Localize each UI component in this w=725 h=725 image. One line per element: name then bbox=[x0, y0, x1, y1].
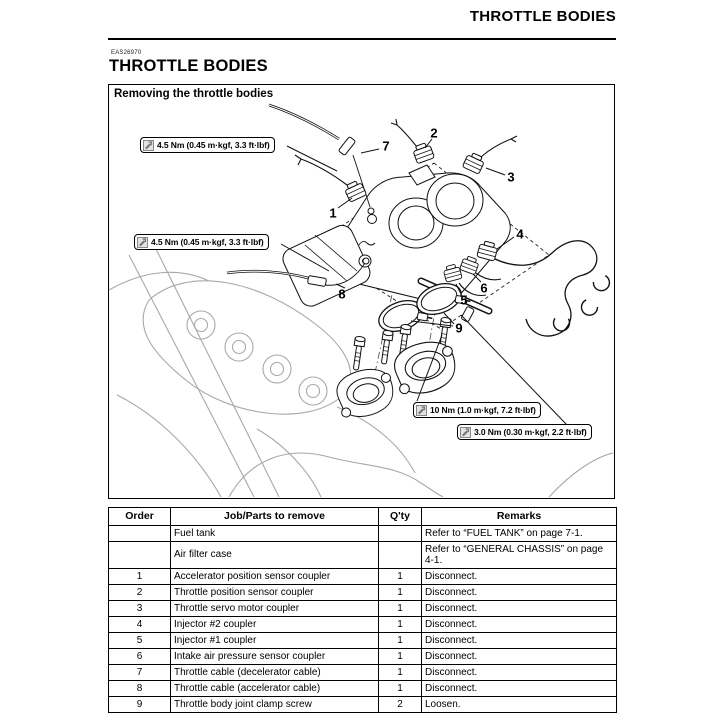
cell-qty: 1 bbox=[379, 569, 422, 585]
table-row bbox=[109, 665, 617, 681]
cell-qty: 1 bbox=[379, 585, 422, 601]
callout-4: 4 bbox=[516, 226, 524, 242]
table-row bbox=[109, 617, 617, 633]
header-rule bbox=[108, 38, 616, 40]
cell-job: Accelerator position sensor coupler bbox=[171, 569, 379, 585]
cell-job: Throttle cable (decelerator cable) bbox=[171, 665, 379, 681]
cell-job: Injector #1 coupler bbox=[171, 633, 379, 649]
wrench-icon bbox=[143, 140, 154, 151]
page-header-title: THROTTLE BODIES bbox=[469, 8, 616, 25]
callout-3: 3 bbox=[507, 169, 515, 185]
torque-value: 10 Nm (1.0 m·kgf, 7.2 ft·lbf) bbox=[430, 405, 536, 415]
table-row bbox=[109, 526, 617, 542]
cell-remarks: Disconnect. bbox=[422, 601, 617, 617]
torque-value: 3.0 Nm (0.30 m·kgf, 2.2 ft·lbf) bbox=[474, 427, 587, 437]
cell-qty: 1 bbox=[379, 617, 422, 633]
intake-joint-1 bbox=[333, 364, 398, 422]
cell-job: Injector #2 coupler bbox=[171, 617, 379, 633]
torque-label-clamp-screw bbox=[457, 424, 592, 440]
cell-job: Fuel tank bbox=[171, 526, 379, 542]
wire-harness bbox=[495, 241, 611, 336]
cell-qty: 1 bbox=[379, 633, 422, 649]
cell-job: Throttle position sensor coupler bbox=[171, 585, 379, 601]
cell-order: 1 bbox=[109, 569, 171, 585]
cell-job: Throttle cable (accelerator cable) bbox=[171, 681, 379, 697]
wrench-icon bbox=[416, 405, 427, 416]
callout-8: 8 bbox=[338, 286, 346, 302]
coupler-3 bbox=[462, 151, 485, 174]
cell-remarks: Disconnect. bbox=[422, 617, 617, 633]
cell-job: Air filter case bbox=[171, 542, 379, 569]
cell-order: 8 bbox=[109, 681, 171, 697]
cell-job: Intake air pressure sensor coupler bbox=[171, 649, 379, 665]
cell-job: Throttle servo motor coupler bbox=[171, 601, 379, 617]
cell-order: 5 bbox=[109, 633, 171, 649]
wrench-icon bbox=[137, 237, 148, 248]
table-row bbox=[109, 542, 617, 569]
table-row bbox=[109, 649, 617, 665]
table-row bbox=[109, 601, 617, 617]
table-row bbox=[109, 633, 617, 649]
cell-remarks: Disconnect. bbox=[422, 681, 617, 697]
figure-box bbox=[108, 84, 615, 499]
cell-qty bbox=[379, 542, 422, 569]
coupler-1 bbox=[343, 179, 366, 202]
table-header-row bbox=[109, 508, 617, 526]
table-row bbox=[109, 585, 617, 601]
cell-remarks: Refer to “FUEL TANK” on page 7-1. bbox=[422, 526, 617, 542]
header-qty: Q'ty bbox=[379, 508, 422, 526]
cell-remarks: Disconnect. bbox=[422, 585, 617, 601]
cell-remarks: Loosen. bbox=[422, 697, 617, 713]
cell-order bbox=[109, 542, 171, 569]
figure-title: Removing the throttle bodies bbox=[114, 88, 274, 100]
throttle-body bbox=[279, 165, 510, 322]
cell-qty: 1 bbox=[379, 649, 422, 665]
callout-6: 6 bbox=[480, 280, 488, 296]
cell-qty: 2 bbox=[379, 697, 422, 713]
cell-remarks: Refer to “GENERAL CHASSIS” on page 4-1. bbox=[422, 542, 617, 569]
cell-job: Throttle body joint clamp screw bbox=[171, 697, 379, 713]
table-row bbox=[109, 569, 617, 585]
bolt bbox=[379, 330, 394, 365]
cell-order bbox=[109, 526, 171, 542]
torque-label-joint-bolt bbox=[413, 402, 541, 418]
header-order: Order bbox=[109, 508, 171, 526]
cell-remarks: Disconnect. bbox=[422, 569, 617, 585]
cell-order: 4 bbox=[109, 617, 171, 633]
cell-order: 7 bbox=[109, 665, 171, 681]
callout-7: 7 bbox=[382, 138, 390, 154]
table-row bbox=[109, 697, 617, 713]
header-remarks: Remarks bbox=[422, 508, 617, 526]
torque-value: 4.5 Nm (0.45 m·kgf, 3.3 ft·lbf) bbox=[157, 140, 270, 150]
cell-order: 2 bbox=[109, 585, 171, 601]
cell-order: 9 bbox=[109, 697, 171, 713]
callout-2: 2 bbox=[430, 125, 438, 141]
torque-label-lower bbox=[134, 234, 269, 250]
wrench-icon bbox=[460, 427, 471, 438]
cell-order: 3 bbox=[109, 601, 171, 617]
callout-9: 9 bbox=[455, 320, 463, 336]
cell-qty: 1 bbox=[379, 601, 422, 617]
parts-table bbox=[108, 507, 617, 713]
cell-remarks: Disconnect. bbox=[422, 665, 617, 681]
torque-label-upper bbox=[140, 137, 275, 153]
cell-order: 6 bbox=[109, 649, 171, 665]
section-code: EAS26970 bbox=[111, 50, 142, 56]
torque-value: 4.5 Nm (0.45 m·kgf, 3.3 ft·lbf) bbox=[151, 237, 264, 247]
callout-1: 1 bbox=[329, 205, 337, 221]
cell-qty bbox=[379, 526, 422, 542]
bolt bbox=[351, 336, 366, 371]
cell-remarks: Disconnect. bbox=[422, 633, 617, 649]
table-row bbox=[109, 681, 617, 697]
header-job: Job/Parts to remove bbox=[171, 508, 379, 526]
cell-qty: 1 bbox=[379, 665, 422, 681]
parts-table-body bbox=[109, 526, 617, 713]
cell-qty: 1 bbox=[379, 681, 422, 697]
cell-remarks: Disconnect. bbox=[422, 649, 617, 665]
callout-5: 5 bbox=[460, 292, 468, 308]
section-title: THROTTLE BODIES bbox=[109, 57, 268, 75]
